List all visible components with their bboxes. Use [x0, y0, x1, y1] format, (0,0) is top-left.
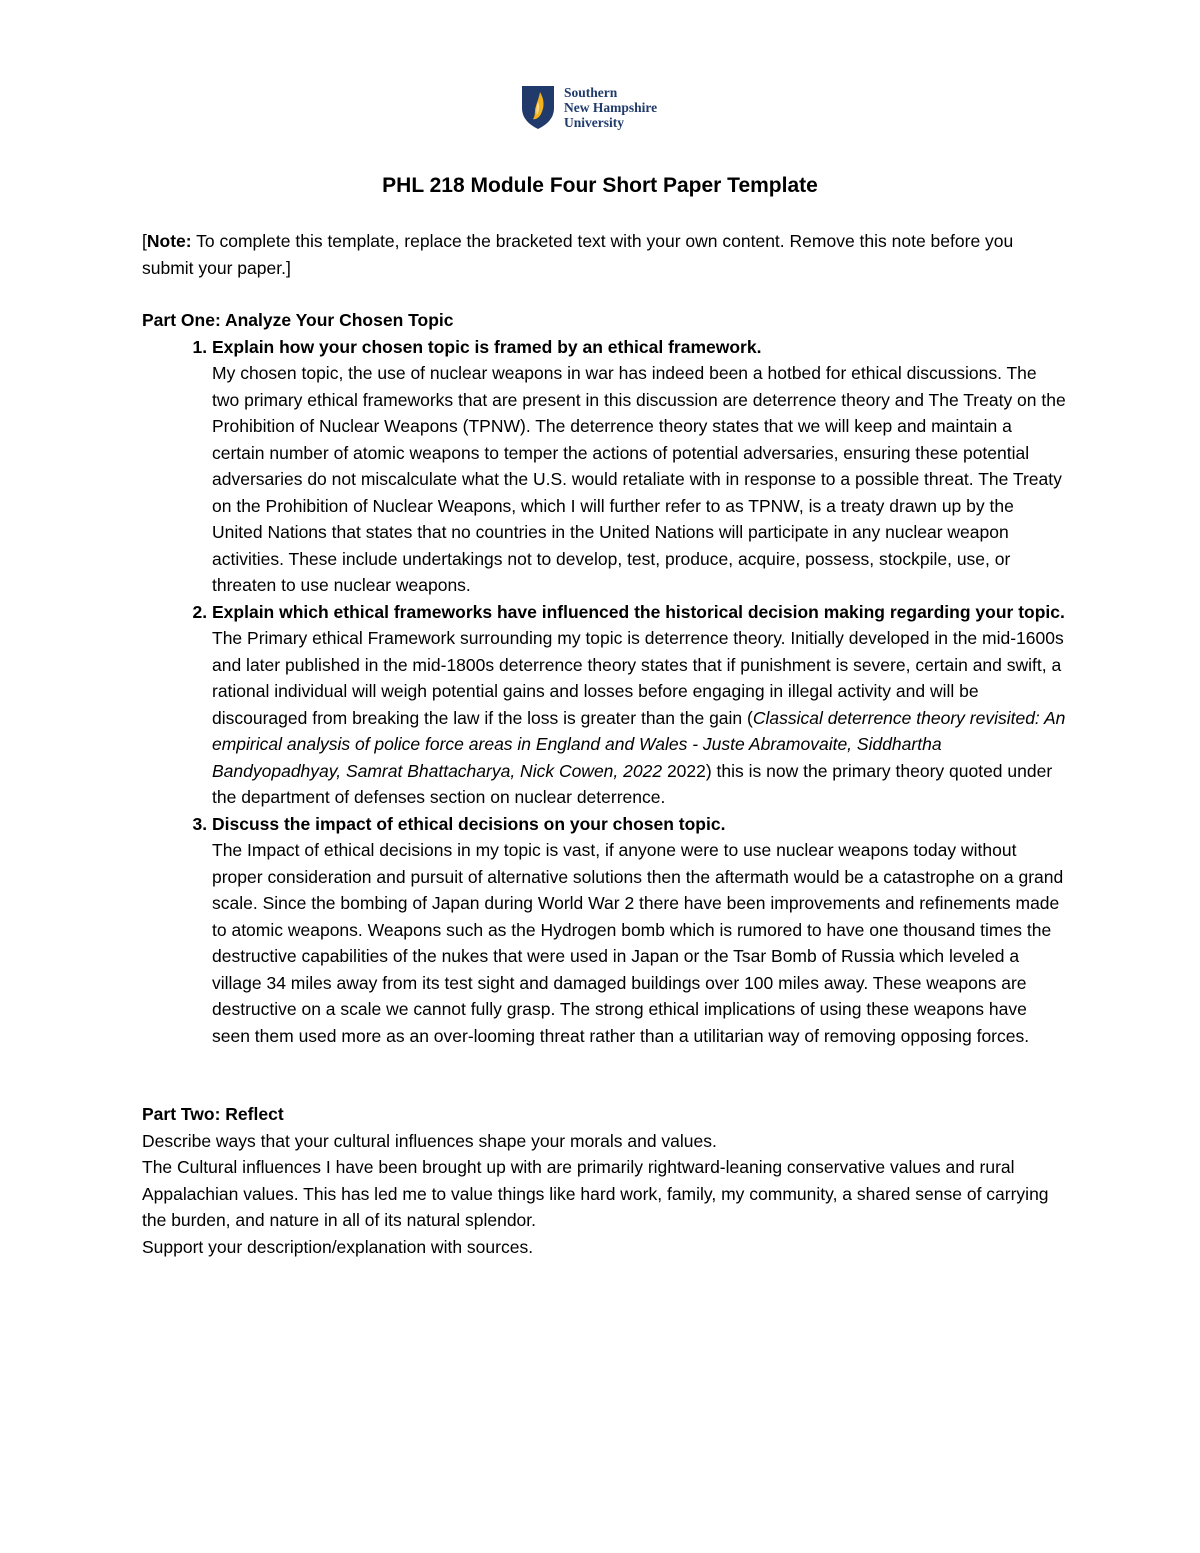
logo-line: University	[564, 114, 624, 130]
question-2: 2. Explain which ethical frameworks have influenced the historical decision making regarding your topic.	[212, 601, 1065, 622]
logo-line: Southern	[564, 84, 618, 100]
part-two-heading: Part Two: Reflect	[142, 1104, 284, 1124]
answer-2	[212, 625, 1067, 811]
paper-body	[142, 228, 1067, 1260]
logo-wordmark	[564, 85, 657, 130]
part-two-section	[142, 1101, 1067, 1260]
answer-2-text: The Primary ethical Framework surrounding my topic is deterrence theory. Initially developed in the mid-1600s and later published in the mid-1800s deterrence theory states that if punishment is severe, certain and swift, a rational individual will weigh potential gains and losses before engaging in illegal activity and will be discouraged from breaking the law if the loss is greater than the gain (	[212, 628, 1064, 728]
answer-2-citation: Classical deterrence theory revisited: An empirical analysis of police force areas in England and Wales - Juste Abramovaite, Siddhartha Bandyopadhyay, Samrat Bhattacharya, Nick Cowen, 2022	[212, 707, 1066, 781]
note-label: Note:	[146, 231, 192, 251]
page-title: PHL 218 Module Four Short Paper Template	[382, 174, 818, 197]
reflect-prompt: Describe ways that your cultural influences shape your morals and values.	[142, 1130, 717, 1151]
part-one-heading: Part One: Analyze Your Chosen Topic	[142, 310, 454, 330]
answer-1: My chosen topic, the use of nuclear weapons in war has indeed been a hotbed for ethical discussions. The two primary ethical frameworks that are present in this discussion are deterrence theory and The Treaty on the Prohibition of Nuclear Weapons (TPNW). The deterrence theory states that we will keep and maintain a certain number of atomic weapons to temper the actions of potential adversaries, ensuring these potential adversaries do not miscalculate what the U.S. would retaliate with in response to a possible threat. The Treaty on the Prohibition of Nuclear Weapons, which I will further refer to as TPNW, is a treaty drawn up by the United Nations that states that no countries in the United Nations will participate in any nuclear weapon activities. These include undertakings not to develop, test, produce, acquire, possess, stockpile, use, or threaten to use nuclear weapons.	[212, 363, 1066, 595]
list-item	[212, 334, 1067, 599]
note-text: To complete this template, replace the bracketed text with your own content. Remove this note before you submit your paper.]	[142, 231, 1014, 278]
list-item	[212, 599, 1067, 811]
question-list	[142, 334, 1067, 1050]
shield-flame-icon	[520, 84, 556, 130]
note-bracket: [	[142, 231, 147, 251]
support-prompt: Support your description/explanation with sources.	[142, 1236, 534, 1257]
answer-2-text-end: 2022) this is now the primary theory quoted under the department of defenses section on nuclear deterrence.	[212, 760, 1053, 807]
template-note	[142, 228, 1067, 281]
answer-3: The Impact of ethical decisions in my topic is vast, if anyone were to use nuclear weapons today without proper consideration and pursuit of alternative solutions then the aftermath would be a catastrophe on a grand scale. Since the bombing of Japan during World War 2 there have been improvements and refinements made to atomic weapons. Weapons such as the Hydrogen bomb which is rumored to have one thousand times the destructive capabilities of the nukes that were used in Japan or the Tsar Bomb of Russia which leveled a village 34 miles away from its test sight and damaged buildings over 100 miles away. These weapons are destructive on a scale we cannot fully grasp. The strong ethical implications of using these weapons have seen them used more as an over-looming threat rather than a utilitarian way of removing opposing forces.	[212, 840, 1064, 1046]
question-1: 1. Explain how your chosen topic is framed by an ethical framework.	[212, 336, 762, 357]
logo-line: New Hampshire	[564, 99, 658, 115]
list-item	[212, 811, 1067, 1050]
question-3: 3. Discuss the impact of ethical decisions on your chosen topic.	[212, 813, 726, 834]
reflect-answer: The Cultural influences I have been brought up with are primarily rightward-leaning conservative values and rural Appalachian values. This has led me to value things like hard work, family, my community, a shared sense of carrying the burden, and nature in all of its natural splendor.	[142, 1157, 1049, 1230]
university-logo	[520, 84, 657, 130]
